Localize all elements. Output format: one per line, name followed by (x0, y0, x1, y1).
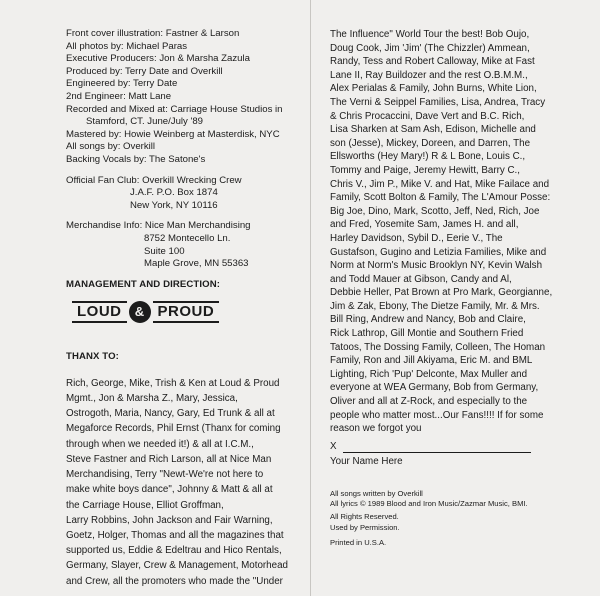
merch-block (66, 220, 302, 270)
credit-line: Executive Producers: Jon & Marsha Zazula (66, 53, 250, 65)
thanx-line: Steve Fastner and Rich Larson, all at Nice Man (66, 453, 272, 465)
signature-row (330, 440, 566, 454)
thanx-line: Bill Ring, Andrew and Nancy, Bob and Claire, (330, 314, 526, 326)
thanx-line: Germany, Slayer, Crew & Management, Motorhead (66, 560, 288, 572)
thanx-line: Lane II, Ray Buildozer and the rest O.B.M.M., (330, 69, 528, 81)
thanx-line: the Carriage House, Elliot Groffman, (66, 499, 224, 511)
legal-lyrics: All lyrics © 1989 Blood and Iron Music/Zazmar Music, BMI. (330, 499, 528, 509)
thanx-line: & Chris Procaccini, Dave Vert and B.C. Rich, (330, 110, 525, 122)
fan-club-line: J.A.F. P.O. Box 1874 (130, 187, 218, 199)
thanx-line: people who matter most...Our Fans!!!! If for some (330, 409, 544, 421)
merch-line: Maple Grove, MN 55363 (144, 258, 249, 270)
credit-line: Mastered by: Howie Weinberg at Masterdisk, NYC (66, 128, 280, 140)
left-column (66, 28, 302, 589)
legal-block (330, 489, 566, 548)
thanx-line: and Todd Mauer at Gibson, Candy and Al, (330, 273, 512, 285)
credit-line: All photos by: Michael Paras (66, 40, 188, 52)
thanx-line: Ostrogoth, Maria, Nancy, Gary, Ed Trunk & all at (66, 408, 275, 420)
logo-ampersand-icon: & (129, 301, 151, 323)
thanx-line: Oliver and all at Z-Rock, and especially to the (330, 396, 528, 408)
thanx-line: Larry Robbins, John Jackson and Fair Warning, (66, 514, 273, 526)
thanx-line: and Fred, Yosemite Sam, James H. and all, (330, 219, 519, 231)
loud-and-proud-logo (72, 299, 302, 325)
right-column (330, 28, 566, 548)
credit-line: 2nd Engineer: Matt Lane (66, 90, 172, 102)
fan-club-line: New York, NY 10116 (130, 199, 218, 211)
thanx-line: supported us, Eddie & Edeltrau and Hico Rentals, (66, 545, 282, 557)
credit-line: Recorded and Mixed at: Carriage House Studios in (66, 103, 283, 115)
thanx-line: through when we needed it!) & all at I.C.M., (66, 438, 254, 450)
credits-block (66, 28, 302, 167)
thanx-line: Randy, Tess and Robert Calloway, Mike at Fast (330, 56, 535, 68)
thanx-line: Norm at Norm's Music Brooklyn NY, Kevin Walsh (330, 260, 543, 272)
thanx-line: The Influence" World Tour the best! Bob Oujo, (330, 29, 530, 40)
credit-line: Backing Vocals by: The Satone's (66, 153, 206, 165)
logo-word-left: LOUD (72, 301, 127, 323)
legal-songs: All songs written by Overkill (330, 489, 423, 498)
credit-line: Engineered by: Terry Date (66, 78, 178, 90)
thanx-line: Merchandising, Terry "Newt-We're not here to (66, 469, 264, 481)
thanx-left-block (66, 376, 302, 589)
fan-club-block (66, 175, 302, 213)
thanx-line: everyone at WEA Germany, Bob from Germany, (330, 382, 539, 394)
logo-word-right: PROUD (153, 301, 220, 323)
signature-x-label: X (330, 440, 337, 452)
thanx-line: Lisa Sharken at Sam Ash, Edison, Michelle and (330, 124, 536, 136)
signature-line[interactable] (343, 443, 531, 453)
legal-rights: All Rights Reserved. (330, 512, 399, 522)
thanx-line: and Crew, all the promoters who made the "Under (66, 575, 283, 587)
thanx-line: Big Joe, Dino, Mark, Scotto, Jeff, Ned, Rich, Joe (330, 205, 540, 217)
thanx-line: Doug Cook, Jim 'Jim' (The Chizzler) Ammean, (330, 42, 530, 54)
thanx-line: Gustafson, Gugino and Letizia Families, Mike and (330, 246, 547, 258)
signature-name-label: Your Name Here (330, 456, 403, 468)
merch-line: Suite 100 (144, 245, 185, 257)
thanx-line: reason we forgot you (330, 423, 422, 435)
merch-line: 8752 Montecello Ln. (144, 232, 231, 244)
credit-line: Produced by: Terry Date and Overkill (66, 65, 223, 77)
fold-divider (310, 0, 311, 596)
thanx-line: Harley Davidson, Sybil D., Eerie V., The (330, 232, 503, 244)
legal-permission: Used by Permission. (330, 522, 400, 532)
thanx-line: Goetz, Holger, Thomas and all the magazines that (66, 529, 284, 541)
legal-printed: Printed in U.S.A. (330, 537, 387, 547)
thanx-line: Lighting, Rich 'Pup' Delconte, Max Muller and (330, 368, 528, 380)
thanx-right-block (330, 28, 566, 436)
management-heading: MANAGEMENT AND DIRECTION: (66, 278, 221, 290)
credit-line: Stamford, CT. June/July '89 (86, 116, 204, 128)
thanx-line: son (Jesse), Mickey, Doreen, and Darren, The (330, 137, 531, 149)
thanx-line: Jim & Zak, Ebony, The Dietze Family, Mr. & Mrs. (330, 300, 540, 312)
thanx-line: Rich, George, Mike, Trish & Ken at Loud & Proud (66, 377, 280, 389)
thanx-line: Family, Scott Bolton & Family, The L'Amour Posse: (330, 192, 551, 204)
thanx-line: Family, Ron and Jill Akiyama, Eric M. and BML (330, 355, 533, 367)
thanx-line: Tatoos, The Dossing Family, Colleen, The Homan (330, 341, 546, 353)
thanx-line: Ellsworths (Hey Mary!) R & L Bone, Louis C., (330, 151, 526, 163)
thanx-line: make white boys dance", Johnny & Matt & all at (66, 484, 273, 496)
thanx-line: Megaforce Records, Phil Ernst (Thanx for coming (66, 423, 281, 435)
fan-club-line: Official Fan Club: Overkill Wrecking Crew (66, 174, 242, 186)
thanx-heading: THANX TO: (66, 351, 119, 363)
thanx-line: Alex Perialas & Family, John Burns, White Lion, (330, 83, 537, 95)
merch-line: Merchandise Info: Nice Man Merchandising (66, 220, 251, 232)
thanx-line: Mgmt., Jon & Marsha Z., Mary, Jessica, (66, 393, 238, 405)
thanx-line: Tommy and Paige, Jeremy Hewitt, Barry C., (330, 164, 521, 176)
thanx-line: Chris V., Jim P., Mike V. and Hat, Mike Failace and (330, 178, 550, 190)
thanx-line: Debbie Heller, Pat Brown at Pro Mark, Georgianne, (330, 287, 553, 299)
credit-line: Front cover illustration: Fastner & Larson (66, 28, 240, 39)
thanx-line: Rick Lathrop, Gill Montie and Southern Fried (330, 328, 524, 340)
thanx-line: The Verni & Seippel Families, Lisa, Andrea, Tracy (330, 96, 546, 108)
credit-line: All songs by: Overkill (66, 141, 156, 153)
